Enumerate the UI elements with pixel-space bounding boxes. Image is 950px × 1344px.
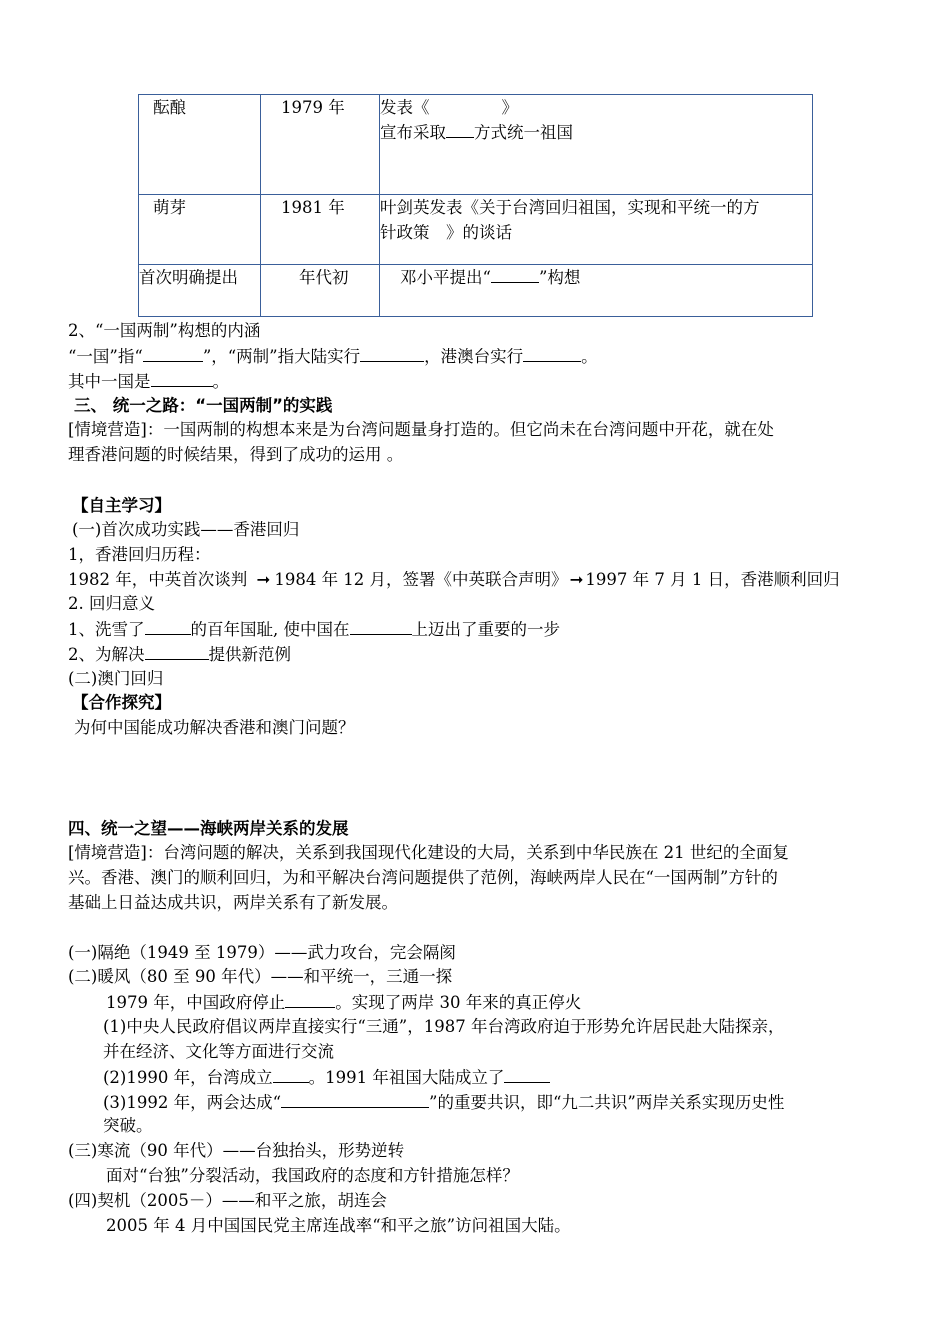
text-line: 1979 年，中国政府停止 。实现了两岸 30 年来的真正停火 — [106, 990, 581, 1015]
blank[interactable] — [491, 265, 539, 283]
text-line: 2. 回归意义 — [68, 594, 155, 613]
section-3-heading: 三、 统一之路：“一国两制”的实践 — [74, 396, 333, 415]
text-line: 2005 年 4 月中国国民党主席连战率“和平之旅”访问祖国大陆。 — [106, 1216, 571, 1235]
year-cell: 1981 年 — [261, 195, 380, 265]
subheading: (一)首次成功实践——香港回归 — [72, 520, 300, 539]
stage-cell: 酝酿 — [139, 95, 261, 195]
question-line: 面对“台独”分裂活动，我国政府的态度和方针措施怎样？ — [106, 1166, 519, 1185]
intro-line: [情境营造]：一国两制的构想本来是为台湾问题量身打造的。但它尚未在台湾问题中开花，就在处 — [68, 420, 774, 439]
question-line: 为何中国能成功解决香港和澳门问题？ — [74, 718, 355, 737]
coop-heading: 【合作探究】 — [72, 693, 171, 712]
table-row — [139, 195, 813, 265]
subheading: (二)暖风（80 至 90 年代）——和平统一，三通一探 — [68, 967, 453, 986]
subheading: (三)寒流（90 年代）——台独抬头，形势逆转 — [68, 1141, 405, 1160]
text-line: (2)1990 年，台湾成立 。1991 年祖国大陆成立了 — [103, 1065, 550, 1090]
intro-line: 基础上日益达成共识，两岸关系有了新发展。 — [68, 893, 398, 912]
text-line: 2、为解决 提供新范例 — [68, 642, 291, 667]
blank[interactable] — [151, 369, 213, 387]
section-4-heading: 四、统一之望——海峡两岸关系的发展 — [68, 819, 349, 838]
blank[interactable] — [143, 344, 203, 362]
blank[interactable] — [145, 642, 209, 660]
subheading: (四)契机（2005－）——和平之旅，胡连会 — [68, 1191, 387, 1210]
text-line: 并在经济、文化等方面进行交流 — [103, 1042, 334, 1061]
text-line: 1、洗雪了 的百年国耻, 使中国在 上迈出了重要的一步 — [68, 617, 560, 642]
blank[interactable] — [145, 617, 191, 635]
table-row — [139, 95, 813, 195]
year-cell: 1979 年 — [261, 95, 380, 195]
intro-line: 理香港问题的时候结果，得到了成功的运用 。 — [68, 445, 404, 464]
subheading: (二)澳门回归 — [68, 669, 164, 688]
self-study-heading: 【自主学习】 — [72, 496, 171, 515]
text-line: “一国”指“ ”，“两制”指大陆实行 ，港澳台实行 。 — [68, 344, 598, 369]
section-2-heading: 2、“一国两制”构想的内涵 — [68, 321, 261, 340]
intro-line: [情境营造]：台湾问题的解决，关系到我国现代化建设的大局，关系到中华民族在 21 世纪的全面复 — [68, 843, 789, 862]
stage-cell: 首次明确提出 — [139, 265, 261, 317]
blank[interactable] — [281, 1090, 429, 1108]
table-row — [139, 265, 813, 317]
intro-line: 兴。香港、澳门的顺利回归，为和平解决台湾问题提供了范例，海峡两岸人民在“一国两制”方针的 — [68, 868, 778, 887]
event-cell: 叶剑英发表《关于台湾回归祖国，实现和平统一的方 针政策 》的谈话 — [380, 195, 813, 265]
blank[interactable] — [523, 344, 581, 362]
subheading: (一)隔绝（1949 至 1979）——武力攻台，完会隔阂 — [68, 943, 456, 962]
stage-cell: 萌芽 — [139, 195, 261, 265]
blank[interactable] — [273, 1065, 309, 1083]
text-line: (3)1992 年，两会达成“ ”的重要共识，即“九二共识”两岸关系实现历史性 — [103, 1090, 784, 1115]
text-line: 其中一国是 。 — [68, 369, 229, 394]
arrow-right-icon: ➞ — [569, 570, 584, 589]
year-cell: 年代初 — [261, 265, 380, 317]
arrow-right-icon: ➞ — [256, 570, 271, 589]
blank[interactable] — [360, 344, 424, 362]
blank[interactable] — [350, 617, 412, 635]
blank[interactable] — [446, 120, 474, 138]
event-cell: 发表《 》 宣布采取 方式统一祖国 — [380, 95, 813, 195]
blank[interactable] — [504, 1065, 550, 1083]
timeline-line: 1982 年，中英首次谈判 ➞ 1984 年 12 月，签署《中英联合声明》 ➞ 1997 年 7 月 1 日，香港顺利回归 — [68, 570, 840, 589]
timeline-table — [138, 94, 813, 317]
text-line: (1)中央人民政府倡议两岸直接实行“三通”，1987 年台湾政府迫于形势允许居民赴大陆探亲， — [103, 1017, 785, 1036]
text-line: 突破。 — [103, 1116, 153, 1135]
blank[interactable] — [285, 990, 335, 1008]
text-line: 1，香港回归历程： — [68, 545, 211, 564]
event-cell: 邓小平提出“ ”构想 — [380, 265, 813, 317]
